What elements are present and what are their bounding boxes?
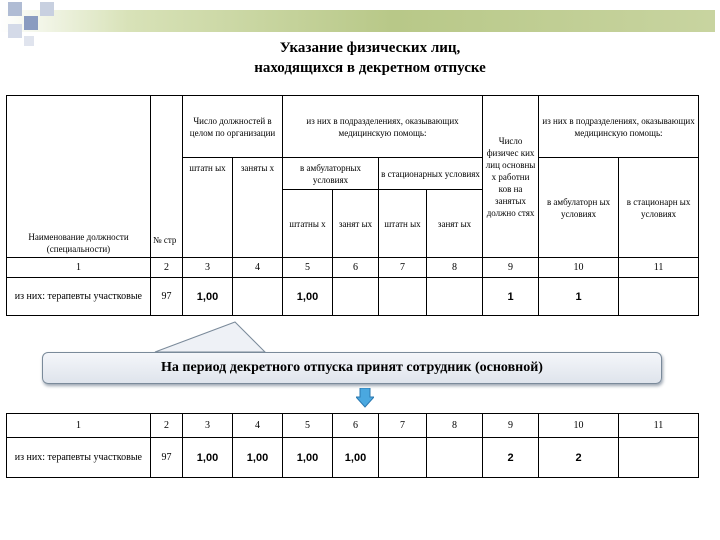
cell-staff: 1,00 (183, 438, 233, 478)
column-number: 4 (233, 414, 283, 438)
column-number: 5 (283, 414, 333, 438)
cell-occupied: 1,00 (233, 438, 283, 478)
table-row (7, 438, 699, 478)
column-number: 8 (427, 258, 483, 278)
header-name-column: Наименование должности (специальности) (7, 96, 151, 258)
header-occupied: заняты х (233, 158, 283, 258)
staffing-table-after (6, 413, 699, 478)
header-persons-main: Число физичес ких лиц основны х работни ков на занятых должно стях (483, 96, 539, 258)
cell-persons-outpatient: 2 (539, 438, 619, 478)
cell-occupied-outpatient: 1,00 (333, 438, 379, 478)
cell-persons-main: 2 (483, 438, 539, 478)
column-number: 6 (333, 414, 379, 438)
column-number: 2 (151, 258, 183, 278)
arrow-down-icon (356, 388, 374, 408)
header-divisions-medical: из них в подразделениях, оказывающих медицинскую помощь: (283, 96, 483, 158)
header-inpatient-2: в стационарн ых условиях (619, 158, 699, 258)
header-occupied-outpatient: занят ых (333, 190, 379, 258)
row-number: 97 (151, 278, 183, 316)
column-number: 1 (7, 414, 151, 438)
column-number: 11 (619, 414, 699, 438)
header-staff-outpatient: штатны х (283, 190, 333, 258)
header-divisions-medical-2: из них в подразделениях, оказывающих медицинскую помощь: (539, 96, 699, 158)
cell-occupied-inpatient (427, 438, 483, 478)
column-number: 2 (151, 414, 183, 438)
cell-staff: 1,00 (183, 278, 233, 316)
header-positions-total: Число должностей в целом по организации (183, 96, 283, 158)
cell-persons-outpatient: 1 (539, 278, 619, 316)
callout-pointer (155, 322, 265, 352)
column-number: 11 (619, 258, 699, 278)
header-occupied-inpatient: занят ых (427, 190, 483, 258)
column-number: 10 (539, 258, 619, 278)
row-number: 97 (151, 438, 183, 478)
column-number: 9 (483, 258, 539, 278)
column-number: 4 (233, 258, 283, 278)
column-number: 3 (183, 258, 233, 278)
column-number: 3 (183, 414, 233, 438)
column-number: 7 (379, 258, 427, 278)
column-number: 10 (539, 414, 619, 438)
header-outpatient-2: в амбулаторн ых условиях (539, 158, 619, 258)
column-number: 5 (283, 258, 333, 278)
cell-staff-outpatient: 1,00 (283, 438, 333, 478)
row-name: из них: терапевты участковые (7, 278, 151, 316)
cell-persons-main: 1 (483, 278, 539, 316)
header-row-no: № стр (151, 224, 183, 258)
row-name: из них: терапевты участковые (7, 438, 151, 478)
column-number: 9 (483, 414, 539, 438)
title-line-1: Указание физических лиц, (279, 40, 461, 56)
header-outpatient: в амбулаторных условиях (283, 158, 379, 190)
header-staff: штатн ых (183, 158, 233, 258)
title-line-2: находящихся в декретном отпуске (254, 60, 486, 76)
column-number: 1 (7, 258, 151, 278)
cell-staff-outpatient: 1,00 (283, 278, 333, 316)
column-number: 7 (379, 414, 427, 438)
column-number: 8 (427, 414, 483, 438)
header-inpatient: в стационарных условиях (379, 158, 483, 190)
header-staff-inpatient: штатн ых (379, 190, 427, 258)
cell-staff-inpatient (379, 438, 427, 478)
note-banner: На период декретного отпуска принят сотрудник (основной) (42, 352, 662, 384)
cell-persons-inpatient (619, 438, 699, 478)
column-number: 6 (333, 258, 379, 278)
